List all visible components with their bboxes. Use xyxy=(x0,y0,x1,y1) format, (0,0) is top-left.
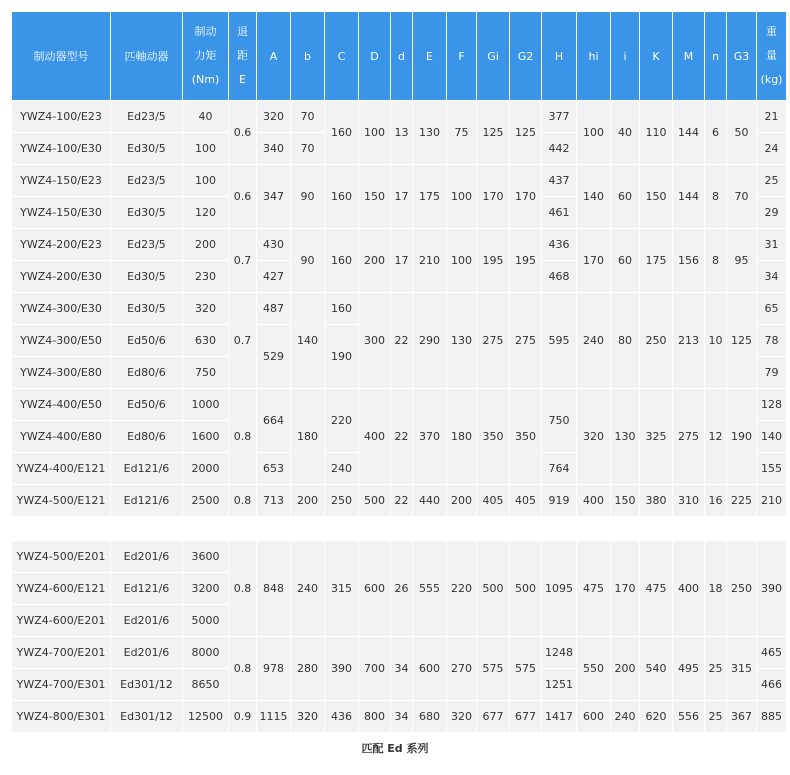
cell-i: 150 xyxy=(611,485,640,517)
cell-weight: 885 xyxy=(757,701,787,733)
cell-weight: 465 xyxy=(757,637,787,669)
cell-K: 150 xyxy=(640,165,673,229)
cell-d: 13 xyxy=(391,101,413,165)
cell-G3: 225 xyxy=(727,485,757,517)
table-row xyxy=(12,701,787,733)
cell-actuator: Ed201/6 xyxy=(111,605,183,637)
cell-K: 380 xyxy=(640,485,673,517)
cell-H: 764 xyxy=(542,453,577,485)
header-F: F xyxy=(447,12,477,101)
cell-weight: 24 xyxy=(757,133,787,165)
cell-model: YWZ4-300/E30 xyxy=(12,293,111,325)
cell-model: YWZ4-200/E30 xyxy=(12,261,111,293)
cell-Gi: 350 xyxy=(477,389,510,485)
cell-H: 436 xyxy=(542,229,577,261)
cell-K: 110 xyxy=(640,101,673,165)
cell-actuator: Ed30/5 xyxy=(111,133,183,165)
cell-model: YWZ4-200/E23 xyxy=(12,229,111,261)
cell-M: 310 xyxy=(673,485,705,517)
cell-G3: 190 xyxy=(727,389,757,485)
cell-model: YWZ4-150/E23 xyxy=(12,165,111,197)
cell-weight: 140 xyxy=(757,421,787,453)
cell-model: YWZ4-400/E50 xyxy=(12,389,111,421)
cell-model: YWZ4-100/E23 xyxy=(12,101,111,133)
table-row xyxy=(12,389,787,421)
cell-d: 26 xyxy=(391,541,413,637)
cell-H: 1248 xyxy=(542,637,577,669)
cell-actuator: Ed121/6 xyxy=(111,485,183,517)
cell-D: 100 xyxy=(359,101,391,165)
cell-d: 17 xyxy=(391,229,413,293)
cell-force: 230 xyxy=(183,261,229,293)
cell-weight: 21 xyxy=(757,101,787,133)
cell-retreat: 0.6 xyxy=(229,165,257,229)
cell-actuator: Ed30/5 xyxy=(111,197,183,229)
cell-K: 175 xyxy=(640,229,673,293)
cell-D: 400 xyxy=(359,389,391,485)
cell-A: 713 xyxy=(257,485,291,517)
cell-weight: 128 xyxy=(757,389,787,421)
cell-retreat: 0.7 xyxy=(229,293,257,389)
cell-C: 436 xyxy=(325,701,359,733)
cell-n: 6 xyxy=(705,101,727,165)
cell-C: 160 xyxy=(325,165,359,229)
cell-b: 90 xyxy=(291,229,325,293)
cell-M: 144 xyxy=(673,165,705,229)
cell-F: 220 xyxy=(447,541,477,637)
cell-M: 495 xyxy=(673,637,705,701)
cell-retreat: 0.8 xyxy=(229,389,257,485)
cell-n: 16 xyxy=(705,485,727,517)
header-weight-line-1: 重 xyxy=(766,25,777,38)
table-row xyxy=(12,101,787,133)
cell-Gi: 500 xyxy=(477,541,510,637)
cell-weight: 79 xyxy=(757,357,787,389)
cell-b: 90 xyxy=(291,165,325,229)
cell-A: 653 xyxy=(257,453,291,485)
header-retreat xyxy=(229,12,257,101)
cell-E: 210 xyxy=(413,229,447,293)
cell-hi: 100 xyxy=(577,101,611,165)
cell-D: 200 xyxy=(359,229,391,293)
cell-retreat: 0.8 xyxy=(229,637,257,701)
cell-model: YWZ4-500/E201 xyxy=(12,541,111,573)
cell-retreat: 0.9 xyxy=(229,701,257,733)
cell-force: 630 xyxy=(183,325,229,357)
cell-H: 595 xyxy=(542,293,577,389)
cell-Gi: 677 xyxy=(477,701,510,733)
cell-weight: 390 xyxy=(757,541,787,637)
cell-i: 40 xyxy=(611,101,640,165)
header-D: D xyxy=(359,12,391,101)
cell-hi: 600 xyxy=(577,701,611,733)
header-C: C xyxy=(325,12,359,101)
cell-C: 160 xyxy=(325,101,359,165)
header-G3: G3 xyxy=(727,12,757,101)
cell-G3: 95 xyxy=(727,229,757,293)
cell-retreat: 0.8 xyxy=(229,485,257,517)
cell-C: 190 xyxy=(325,325,359,389)
table-caption: 匹配 Ed 系列 xyxy=(361,742,429,755)
cell-force: 120 xyxy=(183,197,229,229)
table-row xyxy=(12,293,787,325)
header-actuator: 匹軸动器 xyxy=(111,12,183,101)
cell-G2: 575 xyxy=(510,637,542,701)
cell-F: 130 xyxy=(447,293,477,389)
cell-H: 1095 xyxy=(542,541,577,637)
cell-H: 442 xyxy=(542,133,577,165)
cell-hi: 170 xyxy=(577,229,611,293)
cell-force: 100 xyxy=(183,165,229,197)
cell-K: 475 xyxy=(640,541,673,637)
cell-G2: 677 xyxy=(510,701,542,733)
cell-A: 320 xyxy=(257,101,291,133)
cell-model: YWZ4-700/E301 xyxy=(12,669,111,701)
cell-i: 60 xyxy=(611,165,640,229)
cell-weight: 65 xyxy=(757,293,787,325)
cell-M: 213 xyxy=(673,293,705,389)
cell-n: 10 xyxy=(705,293,727,389)
header-retreat-line-3: E xyxy=(239,73,246,86)
cell-A: 340 xyxy=(257,133,291,165)
cell-D: 300 xyxy=(359,293,391,389)
cell-C: 160 xyxy=(325,229,359,293)
cell-model: YWZ4-100/E30 xyxy=(12,133,111,165)
header-weight xyxy=(757,12,787,101)
cell-model: YWZ4-400/E80 xyxy=(12,421,111,453)
header-M: M xyxy=(673,12,705,101)
cell-F: 200 xyxy=(447,485,477,517)
cell-E: 370 xyxy=(413,389,447,485)
cell-M: 144 xyxy=(673,101,705,165)
cell-hi: 550 xyxy=(577,637,611,701)
cell-weight: 25 xyxy=(757,165,787,197)
cell-force: 3600 xyxy=(183,541,229,573)
cell-force: 200 xyxy=(183,229,229,261)
cell-force: 40 xyxy=(183,101,229,133)
cell-A: 1115 xyxy=(257,701,291,733)
cell-weight: 210 xyxy=(757,485,787,517)
cell-d: 34 xyxy=(391,637,413,701)
cell-G2: 170 xyxy=(510,165,542,229)
header-E: E xyxy=(413,12,447,101)
cell-force: 750 xyxy=(183,357,229,389)
cell-G2: 405 xyxy=(510,485,542,517)
cell-actuator: Ed50/6 xyxy=(111,325,183,357)
cell-force: 5000 xyxy=(183,605,229,637)
cell-D: 150 xyxy=(359,165,391,229)
cell-E: 555 xyxy=(413,541,447,637)
cell-b: 140 xyxy=(291,293,325,389)
cell-M: 556 xyxy=(673,701,705,733)
cell-A: 529 xyxy=(257,325,291,389)
cell-Gi: 195 xyxy=(477,229,510,293)
cell-b: 320 xyxy=(291,701,325,733)
cell-G2: 125 xyxy=(510,101,542,165)
cell-Gi: 575 xyxy=(477,637,510,701)
cell-i: 60 xyxy=(611,229,640,293)
cell-C: 240 xyxy=(325,453,359,485)
cell-weight: 78 xyxy=(757,325,787,357)
cell-hi: 240 xyxy=(577,293,611,389)
header-row xyxy=(12,12,787,101)
cell-C: 220 xyxy=(325,389,359,453)
cell-n: 8 xyxy=(705,165,727,229)
cell-G2: 275 xyxy=(510,293,542,389)
cell-b: 240 xyxy=(291,541,325,637)
cell-F: 270 xyxy=(447,637,477,701)
cell-b: 280 xyxy=(291,637,325,701)
cell-model: YWZ4-800/E301 xyxy=(12,701,111,733)
cell-actuator: Ed201/6 xyxy=(111,541,183,573)
cell-n: 18 xyxy=(705,541,727,637)
header-Gi: Gi xyxy=(477,12,510,101)
cell-C: 315 xyxy=(325,541,359,637)
cell-actuator: Ed121/6 xyxy=(111,573,183,605)
cell-H: 461 xyxy=(542,197,577,229)
cell-A: 430 xyxy=(257,229,291,261)
cell-A: 487 xyxy=(257,293,291,325)
cell-actuator: Ed30/5 xyxy=(111,261,183,293)
cell-weight: 31 xyxy=(757,229,787,261)
header-d: d xyxy=(391,12,413,101)
cell-actuator: Ed201/6 xyxy=(111,637,183,669)
cell-actuator: Ed23/5 xyxy=(111,229,183,261)
cell-E: 130 xyxy=(413,101,447,165)
table-row xyxy=(12,229,787,261)
cell-H: 919 xyxy=(542,485,577,517)
cell-A: 427 xyxy=(257,261,291,293)
cell-H: 1417 xyxy=(542,701,577,733)
header-retreat-line-1: 退 xyxy=(237,25,248,38)
cell-K: 325 xyxy=(640,389,673,485)
cell-force: 2500 xyxy=(183,485,229,517)
table-row xyxy=(12,165,787,197)
cell-H: 437 xyxy=(542,165,577,197)
cell-Gi: 275 xyxy=(477,293,510,389)
cell-n: 25 xyxy=(705,701,727,733)
header-weight-line-2: 量 xyxy=(766,49,777,62)
cell-force: 1600 xyxy=(183,421,229,453)
cell-M: 400 xyxy=(673,541,705,637)
cell-G3: 50 xyxy=(727,101,757,165)
cell-i: 130 xyxy=(611,389,640,485)
cell-G2: 195 xyxy=(510,229,542,293)
cell-hi: 140 xyxy=(577,165,611,229)
table-row xyxy=(12,485,787,517)
cell-i: 240 xyxy=(611,701,640,733)
cell-model: YWZ4-600/E201 xyxy=(12,605,111,637)
cell-G3: 70 xyxy=(727,165,757,229)
cell-actuator: Ed23/5 xyxy=(111,101,183,133)
cell-actuator: Ed50/6 xyxy=(111,389,183,421)
cell-A: 848 xyxy=(257,541,291,637)
header-H: H xyxy=(542,12,577,101)
cell-n: 12 xyxy=(705,389,727,485)
cell-actuator: Ed80/6 xyxy=(111,357,183,389)
cell-hi: 320 xyxy=(577,389,611,485)
cell-i: 170 xyxy=(611,541,640,637)
cell-E: 175 xyxy=(413,165,447,229)
cell-i: 80 xyxy=(611,293,640,389)
cell-E: 680 xyxy=(413,701,447,733)
cell-force: 1000 xyxy=(183,389,229,421)
header-b: b xyxy=(291,12,325,101)
header-K: K xyxy=(640,12,673,101)
cell-force: 3200 xyxy=(183,573,229,605)
cell-model: YWZ4-300/E80 xyxy=(12,357,111,389)
cell-d: 22 xyxy=(391,293,413,389)
cell-i: 200 xyxy=(611,637,640,701)
cell-model: YWZ4-500/E121 xyxy=(12,485,111,517)
cell-H: 750 xyxy=(542,389,577,453)
cell-F: 180 xyxy=(447,389,477,485)
table-row xyxy=(12,637,787,669)
cell-C: 390 xyxy=(325,637,359,701)
cell-force: 8000 xyxy=(183,637,229,669)
header-force-line-1: 制动 xyxy=(194,25,217,38)
cell-C: 160 xyxy=(325,293,359,325)
cell-weight: 155 xyxy=(757,453,787,485)
cell-D: 800 xyxy=(359,701,391,733)
cell-b: 70 xyxy=(291,101,325,133)
header-G2: G2 xyxy=(510,12,542,101)
cell-M: 275 xyxy=(673,389,705,485)
cell-H: 468 xyxy=(542,261,577,293)
cell-actuator: Ed121/6 xyxy=(111,453,183,485)
header-model: 制动器型号 xyxy=(12,12,111,101)
header-braking-torque xyxy=(183,12,229,101)
cell-E: 600 xyxy=(413,637,447,701)
cell-G3: 250 xyxy=(727,541,757,637)
cell-Gi: 125 xyxy=(477,101,510,165)
cell-actuator: Ed30/5 xyxy=(111,293,183,325)
cell-weight: 466 xyxy=(757,669,787,701)
cell-retreat: 0.6 xyxy=(229,101,257,165)
header-hi: hi xyxy=(577,12,611,101)
cell-n: 25 xyxy=(705,637,727,701)
cell-H: 377 xyxy=(542,101,577,133)
cell-d: 34 xyxy=(391,701,413,733)
header-n: n xyxy=(705,12,727,101)
cell-retreat: 0.7 xyxy=(229,229,257,293)
cell-model: YWZ4-400/E121 xyxy=(12,453,111,485)
cell-G3: 315 xyxy=(727,637,757,701)
cell-actuator: Ed301/12 xyxy=(111,669,183,701)
cell-F: 320 xyxy=(447,701,477,733)
cell-E: 290 xyxy=(413,293,447,389)
cell-hi: 475 xyxy=(577,541,611,637)
cell-d: 22 xyxy=(391,485,413,517)
header-force-line-2: 力矩 xyxy=(194,49,217,62)
cell-force: 2000 xyxy=(183,453,229,485)
cell-A: 664 xyxy=(257,389,291,453)
cell-H: 1251 xyxy=(542,669,577,701)
spec-table-large xyxy=(11,540,787,733)
cell-G2: 350 xyxy=(510,389,542,485)
cell-force: 100 xyxy=(183,133,229,165)
cell-K: 250 xyxy=(640,293,673,389)
cell-model: YWZ4-700/E201 xyxy=(12,637,111,669)
header-weight-line-3: (kg) xyxy=(760,73,783,86)
cell-Gi: 170 xyxy=(477,165,510,229)
header-i: i xyxy=(611,12,640,101)
cell-G3: 367 xyxy=(727,701,757,733)
cell-D: 700 xyxy=(359,637,391,701)
cell-d: 22 xyxy=(391,389,413,485)
cell-F: 75 xyxy=(447,101,477,165)
cell-K: 540 xyxy=(640,637,673,701)
cell-b: 200 xyxy=(291,485,325,517)
spec-table-main xyxy=(11,11,787,517)
cell-n: 8 xyxy=(705,229,727,293)
cell-D: 600 xyxy=(359,541,391,637)
cell-model: YWZ4-150/E30 xyxy=(12,197,111,229)
cell-F: 100 xyxy=(447,229,477,293)
cell-Gi: 405 xyxy=(477,485,510,517)
cell-actuator: Ed23/5 xyxy=(111,165,183,197)
cell-retreat: 0.8 xyxy=(229,541,257,637)
cell-F: 100 xyxy=(447,165,477,229)
cell-C: 250 xyxy=(325,485,359,517)
cell-M: 156 xyxy=(673,229,705,293)
header-A: A xyxy=(257,12,291,101)
table-row xyxy=(12,541,787,573)
cell-actuator: Ed80/6 xyxy=(111,421,183,453)
cell-actuator: Ed301/12 xyxy=(111,701,183,733)
cell-weight: 29 xyxy=(757,197,787,229)
cell-hi: 400 xyxy=(577,485,611,517)
cell-A: 347 xyxy=(257,165,291,229)
header-force-line-3: (Nm) xyxy=(191,73,220,86)
cell-E: 440 xyxy=(413,485,447,517)
cell-model: YWZ4-300/E50 xyxy=(12,325,111,357)
cell-force: 320 xyxy=(183,293,229,325)
cell-K: 620 xyxy=(640,701,673,733)
cell-force: 8650 xyxy=(183,669,229,701)
cell-force: 12500 xyxy=(183,701,229,733)
cell-d: 17 xyxy=(391,165,413,229)
header-retreat-line-2: 距 xyxy=(237,49,248,62)
cell-b: 70 xyxy=(291,133,325,165)
cell-G2: 500 xyxy=(510,541,542,637)
cell-G3: 125 xyxy=(727,293,757,389)
cell-A: 978 xyxy=(257,637,291,701)
cell-weight: 34 xyxy=(757,261,787,293)
cell-D: 500 xyxy=(359,485,391,517)
cell-b: 180 xyxy=(291,389,325,485)
cell-model: YWZ4-600/E121 xyxy=(12,573,111,605)
